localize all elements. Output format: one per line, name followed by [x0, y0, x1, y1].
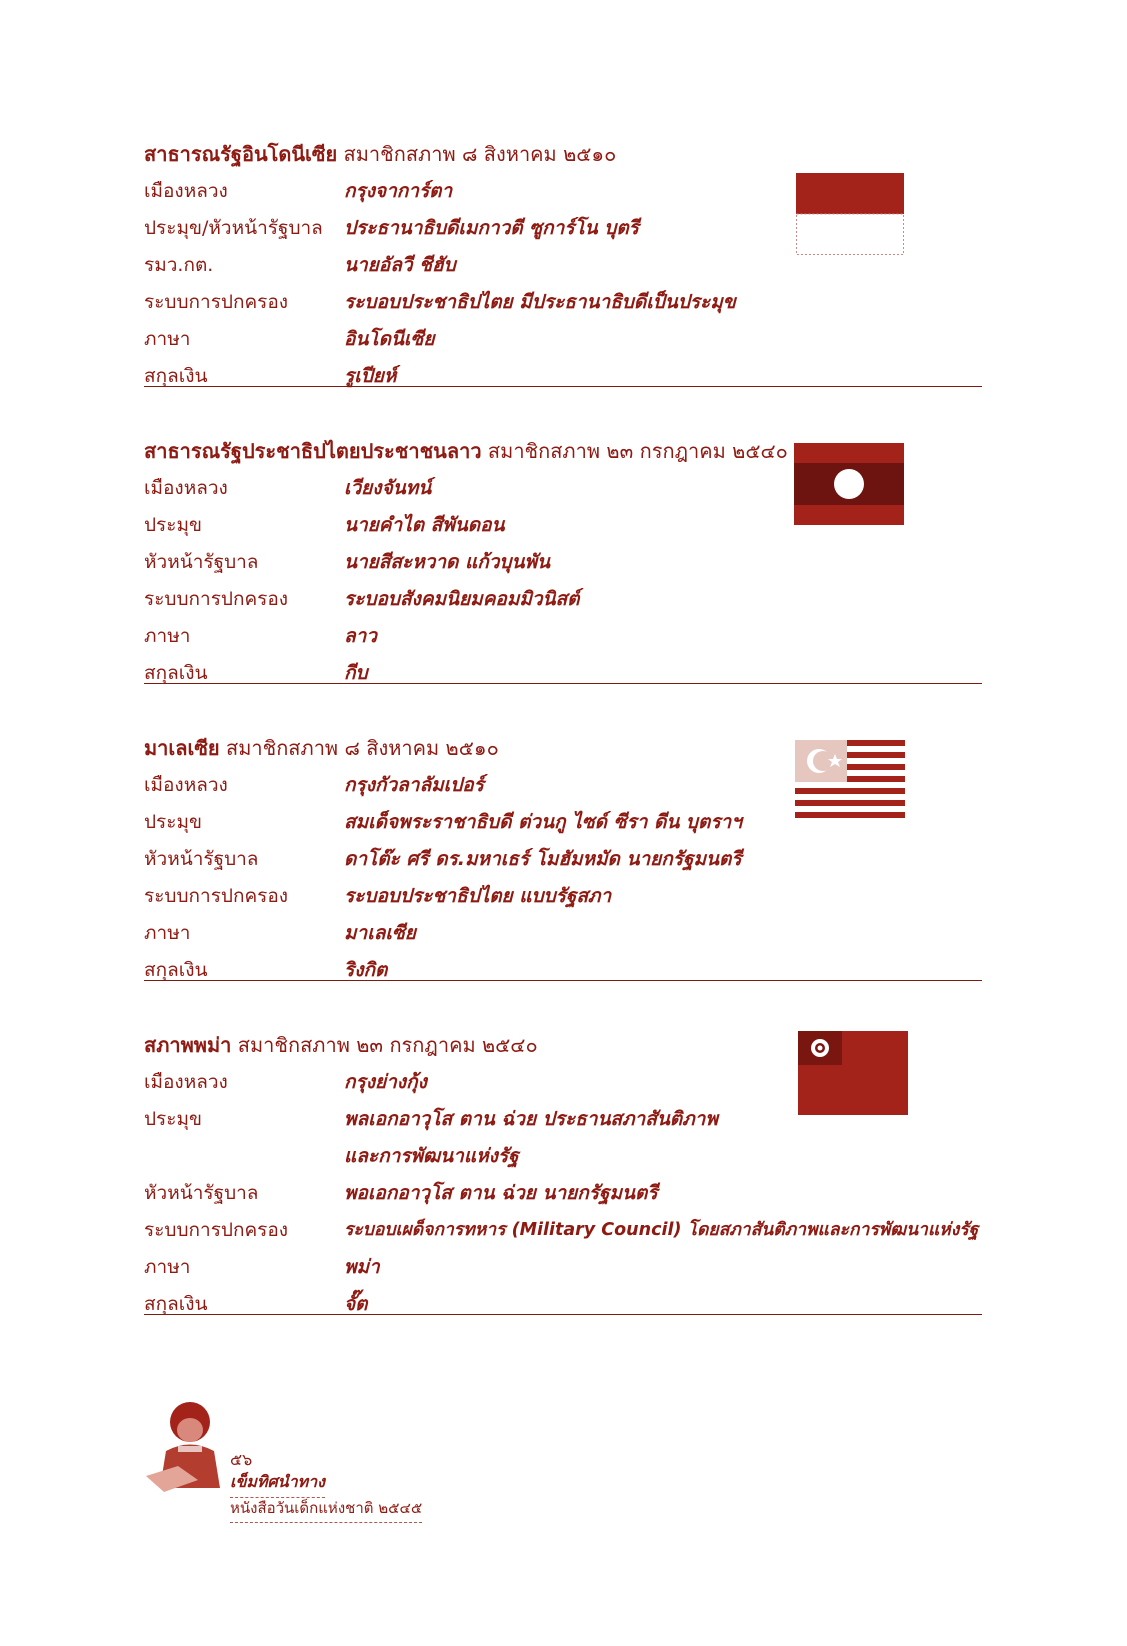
info-row-government: [144, 287, 982, 317]
info-value: ระบอบสังคมนิยมคอมมิวนิสต์: [344, 588, 580, 610]
info-label: ประมุข: [144, 1108, 202, 1130]
section-divider: [144, 1314, 982, 1315]
info-row-head-of-government: [144, 844, 982, 874]
info-label: ประมุข: [144, 514, 202, 536]
section-heading: [144, 1029, 538, 1061]
info-value: พอเอกอาวุโส ตาน ฉ่วย นายกรัฐมนตรี: [344, 1182, 658, 1204]
info-value: พลเอกอาวุโส ตาน ฉ่วย ประธานสภาสันติภาพ: [344, 1108, 718, 1130]
info-label: ภาษา: [144, 1256, 191, 1278]
info-row-government: [144, 881, 982, 911]
info-value: นายอัลวี ชีฮับ: [344, 254, 456, 276]
info-value: ริงกิต: [344, 959, 388, 981]
info-value: กีบ: [344, 662, 368, 684]
info-value: เวียงจันทน์: [344, 477, 432, 499]
country-name: สาธารณรัฐประชาธิปไตยประชาชนลาว: [144, 439, 482, 463]
info-label: ภาษา: [144, 625, 191, 647]
country-name: สาธารณรัฐอินโดนีเซีย: [144, 142, 338, 166]
laos-flag-icon: [794, 443, 904, 525]
info-label: สกุลเงิน: [144, 1293, 208, 1315]
book-subtitle: หนังสือวันเด็กแห่งชาติ ๒๕๔๕: [230, 1496, 422, 1523]
info-row-language: [144, 324, 982, 354]
info-value: พม่า: [344, 1256, 380, 1278]
country-name: มาเลเซีย: [144, 736, 220, 760]
info-value: สมเด็จพระราชาธิบดี ต่วนกู ไซด์ ซีรา ดีน บุตราฯ: [344, 811, 742, 833]
country-name: สภาพพม่า: [144, 1033, 232, 1057]
info-label: เมืองหลวง: [144, 477, 228, 499]
section-divider: [144, 386, 982, 387]
info-value: รูเปียห์: [344, 365, 397, 387]
info-value: กรุงกัวลาลัมเปอร์: [344, 774, 484, 796]
info-label: เมืองหลวง: [144, 774, 228, 796]
membership-date: สมาชิกสภาพ ๒๓ กรกฎาคม ๒๕๔๐: [487, 439, 788, 463]
membership-date: สมาชิกสภาพ ๒๓ กรกฎาคม ๒๕๔๐: [237, 1033, 538, 1057]
info-value: ประธานาธิบดีเมกาวตี ซูการ์โน บุตรี: [344, 217, 639, 239]
info-label: รมว.กต.: [144, 254, 214, 276]
info-value: ระบอบประชาธิปไตย แบบรัฐสภา: [344, 885, 612, 907]
info-label: ระบบการปกครอง: [144, 588, 289, 610]
info-value: และการพัฒนาแห่งรัฐ: [344, 1145, 519, 1167]
membership-date: สมาชิกสภาพ ๘ สิงหาคม ๒๕๑๐: [343, 142, 617, 166]
membership-date: สมาชิกสภาพ ๘ สิงหาคม ๒๕๑๐: [226, 736, 499, 760]
info-row-government: [144, 584, 982, 614]
section-divider: [144, 683, 982, 684]
info-label: ระบบการปกครอง: [144, 291, 289, 313]
info-row-head-of-government: [144, 1178, 982, 1208]
country-section-malaysia: [144, 732, 982, 982]
info-label: เมืองหลวง: [144, 180, 228, 202]
info-label: หัวหน้ารัฐบาล: [144, 848, 259, 870]
info-row-government: [144, 1215, 982, 1245]
info-value: กรุงจาการ์ตา: [344, 180, 453, 202]
info-label: ประมุข/หัวหน้ารัฐบาล: [144, 217, 323, 239]
info-row-language: [144, 621, 982, 651]
section-heading: [144, 435, 788, 467]
info-label: หัวหน้ารัฐบาล: [144, 1182, 259, 1204]
info-row-language: [144, 918, 982, 948]
info-label: สกุลเงิน: [144, 959, 208, 981]
page-number: ๕๖: [230, 1450, 253, 1469]
info-label: สกุลเงิน: [144, 662, 208, 684]
info-value: ดาโต๊ะ ศรี ดร.มหาเธร์ โมฮัมหมัด นายกรัฐมนตรี: [344, 848, 742, 870]
info-value: ลาว: [344, 625, 377, 647]
malaysia-flag-icon: [795, 740, 905, 820]
myanmar-flag-icon: [798, 1031, 908, 1115]
book-title: เข็มทิศนำทาง: [230, 1470, 325, 1498]
info-value: นายคำไต สีพันดอน: [344, 514, 505, 536]
info-label: เมืองหลวง: [144, 1071, 228, 1093]
info-label: สกุลเงิน: [144, 365, 208, 387]
section-heading: [144, 138, 616, 170]
section-heading: [144, 732, 499, 764]
info-value: กรุงย่างกุ้ง: [344, 1071, 427, 1093]
indonesia-flag-icon: [796, 173, 904, 255]
section-divider: [144, 980, 982, 981]
info-label: ประมุข: [144, 811, 202, 833]
country-section-laos: [144, 435, 982, 685]
country-section-indonesia: [144, 138, 982, 388]
info-value: มาเลเซีย: [344, 922, 416, 944]
info-label: หัวหน้ารัฐบาล: [144, 551, 259, 573]
info-value: ระบอบประชาธิปไตย มีประธานาธิบดีเป็นประมุข: [344, 291, 736, 313]
info-value: จั๊ต: [344, 1293, 368, 1315]
info-label: ภาษา: [144, 328, 191, 350]
info-value: ระบอบเผด็จการทหาร (Military Council) โดยสภาสันติภาพและการพัฒนาแห่งรัฐ: [344, 1220, 979, 1240]
info-label: ภาษา: [144, 922, 191, 944]
info-value: นายสีสะหวาด แก้วบุนพัน: [344, 551, 550, 573]
country-section-myanmar: [144, 1029, 982, 1319]
info-value: อินโดนีเซีย: [344, 328, 435, 350]
info-label: ระบบการปกครอง: [144, 885, 289, 907]
info-label: ระบบการปกครอง: [144, 1219, 289, 1241]
info-row-head-of-state-continued: [144, 1141, 982, 1171]
info-row-head-of-government: [144, 547, 982, 577]
info-row-language: [144, 1252, 982, 1282]
child-reading-illustration-icon: [138, 1396, 226, 1496]
